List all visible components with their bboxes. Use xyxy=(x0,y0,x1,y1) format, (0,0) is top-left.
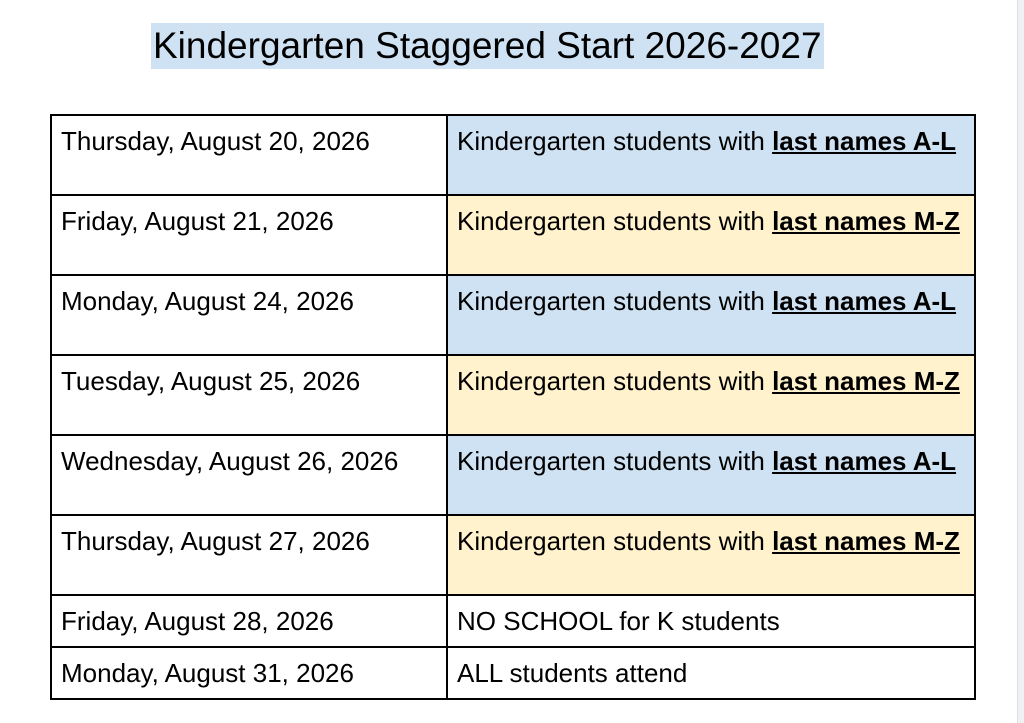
description-cell xyxy=(447,275,975,355)
date-cell: Monday, August 31, 2026 xyxy=(51,647,447,699)
date-cell: Tuesday, August 25, 2026 xyxy=(51,355,447,435)
description-cell xyxy=(447,195,975,275)
description-cell xyxy=(447,515,975,595)
description-text: Kindergarten students with xyxy=(457,126,773,156)
table-row xyxy=(51,115,975,195)
date-cell: Friday, August 21, 2026 xyxy=(51,195,447,275)
schedule-table xyxy=(50,114,976,700)
last-name-range: last names M-Z xyxy=(772,526,960,556)
description-text: Kindergarten students with xyxy=(457,366,773,396)
date-cell: Wednesday, August 26, 2026 xyxy=(51,435,447,515)
date-cell: Thursday, August 20, 2026 xyxy=(51,115,447,195)
table-row xyxy=(51,275,975,355)
date-cell: Friday, August 28, 2026 xyxy=(51,595,447,647)
description-cell xyxy=(447,595,975,647)
table-row xyxy=(51,195,975,275)
description-cell xyxy=(447,435,975,515)
last-name-range: last names A-L xyxy=(772,126,957,156)
description-cell xyxy=(447,647,975,699)
table-row xyxy=(51,595,975,647)
date-cell: Thursday, August 27, 2026 xyxy=(51,515,447,595)
description-text: NO SCHOOL for K students xyxy=(457,606,780,636)
description-text: Kindergarten students with xyxy=(457,446,773,476)
page-right-edge xyxy=(1017,0,1024,723)
table-row xyxy=(51,515,975,595)
table-row xyxy=(51,647,975,699)
table-row xyxy=(51,355,975,435)
date-cell: Monday, August 24, 2026 xyxy=(51,275,447,355)
last-name-range: last names M-Z xyxy=(772,366,960,396)
description-cell xyxy=(447,355,975,435)
description-cell xyxy=(447,115,975,195)
last-name-range: last names A-L xyxy=(772,286,957,316)
description-text: ALL students attend xyxy=(457,658,688,688)
page-title: Kindergarten Staggered Start 2026-2027 xyxy=(151,23,824,69)
last-name-range: last names M-Z xyxy=(772,206,960,236)
table-row xyxy=(51,435,975,515)
last-name-range: last names A-L xyxy=(772,446,957,476)
description-text: Kindergarten students with xyxy=(457,526,773,556)
description-text: Kindergarten students with xyxy=(457,206,773,236)
description-text: Kindergarten students with xyxy=(457,286,773,316)
